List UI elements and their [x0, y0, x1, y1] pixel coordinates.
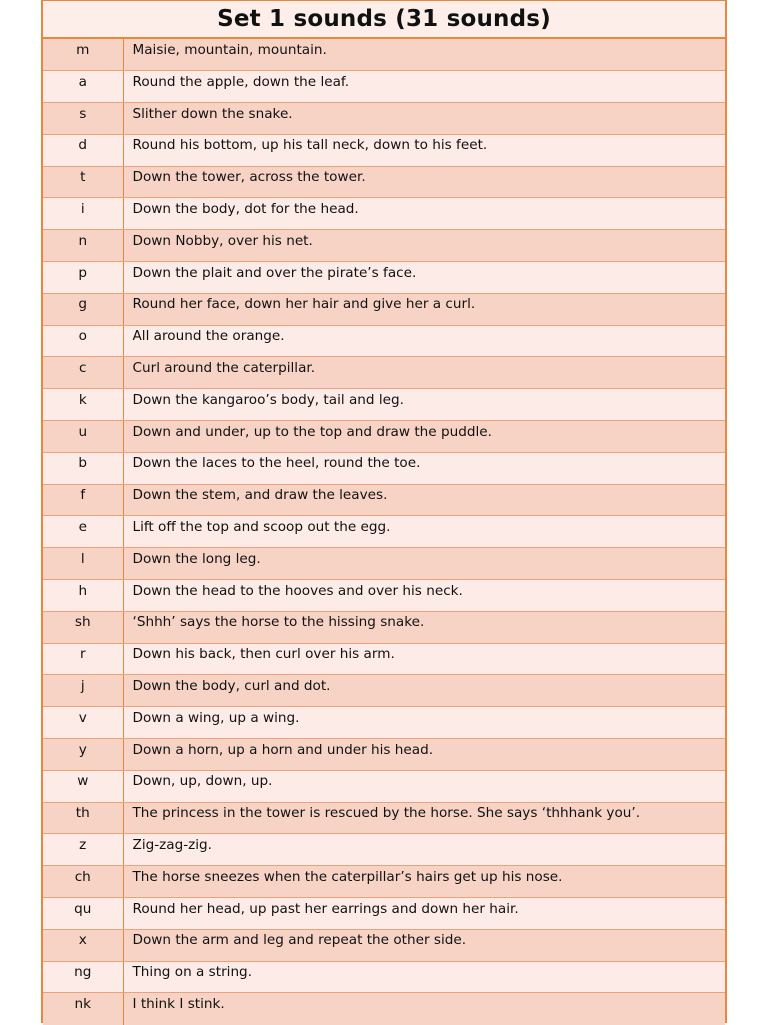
table-row [43, 643, 725, 675]
phrase-cell [123, 834, 725, 866]
sound-label: m [76, 41, 90, 58]
sound-label: u [78, 423, 88, 440]
phrase-cell [123, 516, 725, 548]
phrase-cell [123, 802, 725, 834]
sound-label: d [78, 137, 88, 154]
phrase-cell [123, 611, 725, 643]
table-row [43, 325, 725, 357]
table-row [43, 166, 725, 198]
phrase-cell [123, 484, 725, 516]
table-row [43, 484, 725, 516]
phrase-cell [123, 71, 725, 103]
phrase-cell [123, 866, 725, 898]
sound-label: z [79, 837, 87, 854]
sound-label: x [78, 932, 87, 949]
sound-label: c [79, 360, 87, 377]
table-row [43, 580, 725, 612]
table-row [43, 961, 725, 993]
table-row [43, 293, 725, 325]
phrase-cell [123, 293, 725, 325]
sound-label: j [80, 678, 85, 695]
sound-cell [43, 643, 123, 675]
page-title: Set 1 sounds (31 sounds) [43, 1, 725, 39]
phrase-cell [123, 134, 725, 166]
sound-cell [43, 548, 123, 580]
sound-label: g [78, 296, 88, 313]
phrase-cell [123, 770, 725, 802]
table-row [43, 707, 725, 739]
sound-label: sh [74, 614, 91, 631]
phrase-cell [123, 993, 725, 1025]
sound-label: ng [74, 964, 92, 981]
table-row [43, 548, 725, 580]
sound-cell [43, 770, 123, 802]
sound-cell [43, 39, 123, 71]
table-row [43, 739, 725, 771]
table-row [43, 770, 725, 802]
sound-label: r [79, 646, 86, 663]
sound-label: s [79, 105, 87, 122]
sounds-table-body [43, 39, 725, 1025]
table-row [43, 389, 725, 421]
formation-phrase: Curl around the caterpillar. [132, 360, 316, 377]
formation-phrase: Round the apple, down the leaf. [132, 73, 350, 90]
sound-label: t [80, 169, 86, 186]
formation-phrase: Down the laces to the heel, round the toe. [132, 455, 421, 472]
phrase-cell [123, 166, 725, 198]
table-row [43, 898, 725, 930]
sounds-sheet [41, 0, 727, 1023]
sound-cell [43, 929, 123, 961]
sound-label: b [78, 455, 88, 472]
sound-cell [43, 389, 123, 421]
sound-cell [43, 230, 123, 262]
formation-phrase: Down the arm and leg and repeat the other side. [132, 932, 467, 949]
sound-label: th [75, 805, 90, 822]
formation-phrase: Down the kangaroo’s body, tail and leg. [132, 391, 404, 408]
sound-label: h [78, 582, 88, 599]
phrase-cell [123, 421, 725, 453]
phrase-cell [123, 707, 725, 739]
table-row [43, 198, 725, 230]
sound-cell [43, 611, 123, 643]
formation-phrase: ‘Shhh’ says the horse to the hissing snake. [132, 614, 425, 631]
phrase-cell [123, 548, 725, 580]
sound-label: a [78, 73, 87, 90]
sound-cell [43, 516, 123, 548]
phrase-cell [123, 198, 725, 230]
formation-phrase: Round her face, down her hair and give her a curl. [132, 296, 476, 313]
sound-cell [43, 961, 123, 993]
sound-cell [43, 71, 123, 103]
sound-cell [43, 707, 123, 739]
sound-label: o [78, 328, 87, 345]
formation-phrase: I think I stink. [132, 996, 225, 1013]
table-row [43, 421, 725, 453]
sound-label: y [78, 741, 87, 758]
sound-cell [43, 834, 123, 866]
phrase-cell [123, 262, 725, 294]
sound-label: l [80, 550, 85, 567]
sound-cell [43, 580, 123, 612]
formation-phrase: Round his bottom, up his tall neck, down to his feet. [132, 137, 488, 154]
phrase-cell [123, 898, 725, 930]
formation-phrase: Down, up, down, up. [132, 773, 273, 790]
phrase-cell [123, 389, 725, 421]
sound-cell [43, 802, 123, 834]
formation-phrase: Down the stem, and draw the leaves. [132, 487, 388, 504]
sound-cell [43, 134, 123, 166]
table-row [43, 452, 725, 484]
sound-cell [43, 293, 123, 325]
table-row [43, 516, 725, 548]
phrase-cell [123, 39, 725, 71]
phrase-cell [123, 675, 725, 707]
table-row [43, 134, 725, 166]
table-row [43, 993, 725, 1025]
sound-label: k [78, 391, 87, 408]
table-row [43, 357, 725, 389]
sound-cell [43, 357, 123, 389]
formation-phrase: Slither down the snake. [132, 105, 293, 122]
sound-cell [43, 898, 123, 930]
phrase-cell [123, 357, 725, 389]
formation-phrase: Down the long leg. [132, 550, 261, 567]
phrase-cell [123, 739, 725, 771]
sound-cell [43, 739, 123, 771]
formation-phrase: Down a wing, up a wing. [132, 709, 300, 726]
phrase-cell [123, 103, 725, 135]
formation-phrase: Down the tower, across the tower. [132, 169, 366, 186]
formation-phrase: Down a horn, up a horn and under his head. [132, 741, 434, 758]
table-row [43, 929, 725, 961]
formation-phrase: All around the orange. [132, 328, 285, 345]
sound-label: i [80, 201, 85, 218]
table-row [43, 866, 725, 898]
formation-phrase: Round her head, up past her earrings and down her hair. [132, 900, 519, 917]
sound-cell [43, 325, 123, 357]
sound-cell [43, 675, 123, 707]
formation-phrase: Down the head to the hooves and over his neck. [132, 582, 463, 599]
phrase-cell [123, 929, 725, 961]
formation-phrase: Down Nobby, over his net. [132, 232, 313, 249]
formation-phrase: The horse sneezes when the caterpillar’s hairs get up his nose. [132, 868, 563, 885]
phrase-cell [123, 230, 725, 262]
phrase-cell [123, 643, 725, 675]
sound-cell [43, 452, 123, 484]
formation-phrase: Lift off the top and scoop out the egg. [132, 519, 391, 536]
table-row [43, 834, 725, 866]
sound-cell [43, 866, 123, 898]
sound-label: e [78, 519, 87, 536]
sound-label: nk [74, 996, 91, 1013]
sound-cell [43, 421, 123, 453]
table-row [43, 71, 725, 103]
table-row [43, 262, 725, 294]
formation-phrase: Down and under, up to the top and draw the puddle. [132, 423, 492, 440]
table-row [43, 230, 725, 262]
sound-label: n [78, 232, 88, 249]
sound-label: w [77, 773, 89, 790]
formation-phrase: Down his back, then curl over his arm. [132, 646, 395, 663]
table-row [43, 103, 725, 135]
formation-phrase: Zig-zag-zig. [132, 837, 212, 854]
formation-phrase: Thing on a string. [132, 964, 253, 981]
sound-cell [43, 198, 123, 230]
table-row [43, 675, 725, 707]
sound-label: ch [74, 868, 91, 885]
sound-label: qu [74, 900, 92, 917]
phrase-cell [123, 580, 725, 612]
table-row [43, 611, 725, 643]
sound-cell [43, 166, 123, 198]
table-row [43, 39, 725, 71]
sounds-table [43, 39, 725, 1025]
sound-label: p [78, 264, 88, 281]
phrase-cell [123, 325, 725, 357]
sound-cell [43, 103, 123, 135]
phrase-cell [123, 961, 725, 993]
table-row [43, 802, 725, 834]
phrase-cell [123, 452, 725, 484]
formation-phrase: Down the body, curl and dot. [132, 678, 331, 695]
formation-phrase: Down the body, dot for the head. [132, 201, 359, 218]
sound-cell [43, 484, 123, 516]
sound-cell [43, 262, 123, 294]
sound-cell [43, 993, 123, 1025]
formation-phrase: Maisie, mountain, mountain. [132, 41, 327, 58]
formation-phrase: Down the plait and over the pirate’s face. [132, 264, 417, 281]
sound-label: v [78, 709, 87, 726]
formation-phrase: The princess in the tower is rescued by the horse. She says ‘thhhank you’. [132, 805, 641, 822]
sound-label: f [80, 487, 86, 504]
